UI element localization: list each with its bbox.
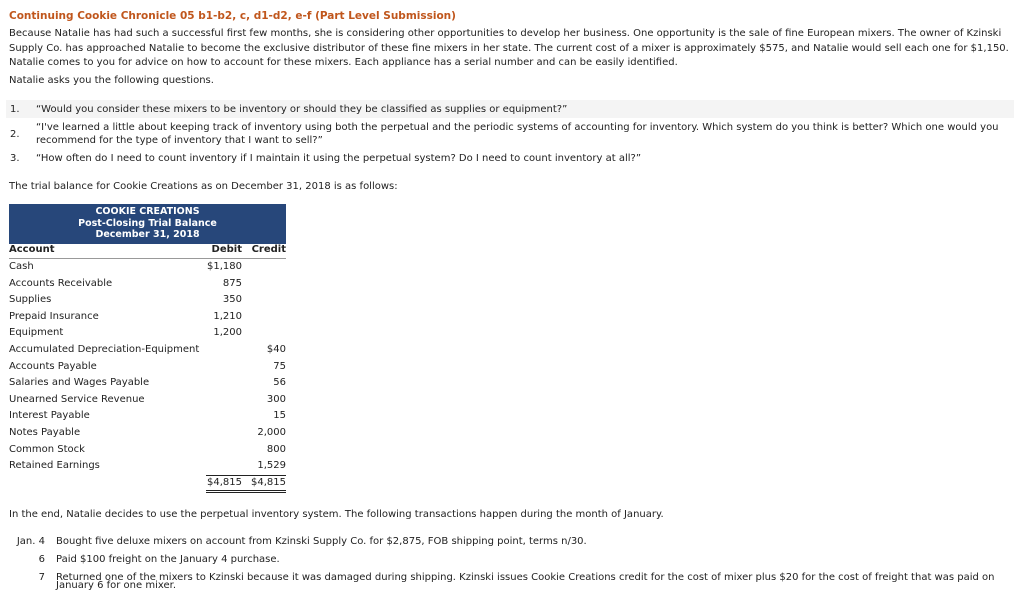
- account-name: Accounts Receivable: [9, 277, 113, 289]
- credit-amount: $40: [266, 343, 286, 355]
- transaction-date: 7: [38, 572, 45, 583]
- credit-amount: 75: [273, 360, 286, 372]
- company-name: COOKIE CREATIONS: [95, 206, 200, 217]
- trial-balance-row: [9, 425, 286, 442]
- credit-amount: 800: [266, 443, 286, 455]
- trial-balance-row: [9, 359, 286, 376]
- question-text: “I've learned a little about keeping track of inventory using both the perpetual and the periodic systems of accounting for inventory. Which system do you think is better? Which one would you recommend for the type of inventory that I want to sell?”: [36, 122, 999, 146]
- transaction-text: Bought five deluxe mixers on account from Kzinski Supply Co. for $2,875, FOB shipping point, terms n/30.: [56, 536, 587, 547]
- credit-amount: 15: [273, 410, 286, 422]
- account-name: Unearned Service Revenue: [9, 393, 145, 405]
- account-name: Cash: [9, 261, 34, 272]
- credit-amount: 1,529: [257, 460, 286, 472]
- trial-balance-row: [9, 325, 286, 342]
- account-name: Common Stock: [9, 443, 85, 455]
- trial-balance-row: [9, 375, 286, 392]
- trial-balance-row: [9, 392, 286, 409]
- trial-balance-row: [9, 408, 286, 425]
- account-name: Accounts Payable: [9, 360, 97, 372]
- debit-amount: 1,200: [213, 327, 242, 339]
- question-number: 2.: [10, 129, 20, 140]
- question-text: “How often do I need to count inventory if I maintain it using the perpetual system? Do I need to count inventory at all?”: [36, 153, 642, 164]
- trial-balance-header: [9, 204, 286, 244]
- trial-balance-row: [9, 342, 286, 359]
- credit-amount: 56: [273, 377, 286, 389]
- cutoff-line: [56, 580, 176, 594]
- debit-amount: 875: [222, 277, 242, 289]
- transaction-row: [9, 554, 1017, 568]
- question-item: [6, 151, 1014, 165]
- transaction-text: Returned one of the mixers to Kzinski because it was damaged during shipping. Kzinski issues Cookie Creations credit for the cost of mixer plus $20 for the cost of freight that was paid on: [56, 572, 995, 583]
- trial-balance-row: [9, 458, 286, 475]
- account-name: Supplies: [9, 294, 52, 306]
- account-name: Accumulated Depreciation-Equipment: [9, 343, 200, 355]
- trial-balance-intro: The trial balance for Cookie Creations as on December 31, 2018 is as follows:: [9, 181, 398, 192]
- credit-amount: 300: [266, 393, 286, 405]
- transaction-row: [9, 536, 1017, 550]
- question-text: “Would you consider these mixers to be inventory or should they be classified as supplies or equipment?”: [36, 104, 568, 115]
- statement-name: Post-Closing Trial Balance: [78, 217, 217, 229]
- transaction-date: Jan. 4: [16, 536, 45, 547]
- debit-amount: $1,180: [207, 261, 242, 272]
- debit-column-header: Debit: [211, 244, 242, 255]
- account-name: Notes Payable: [9, 426, 81, 438]
- transaction-date: 6: [38, 554, 45, 565]
- trial-balance-row: [9, 276, 286, 293]
- question-number: 1.: [10, 104, 20, 115]
- transactions-intro: In the end, Natalie decides to use the perpetual inventory system. The following transactions happen during the month of January.: [9, 509, 664, 520]
- question-number: 3.: [10, 153, 20, 164]
- credit-amount: 2,000: [257, 426, 286, 438]
- statement-date: December 31, 2018: [95, 229, 200, 240]
- account-name: Equipment: [9, 327, 64, 339]
- account-name: Interest Payable: [9, 410, 90, 422]
- trial-balance-row: [9, 442, 286, 459]
- trial-balance-rows: [9, 259, 286, 475]
- trial-balance-row: [9, 309, 286, 326]
- account-name: Salaries and Wages Payable: [9, 377, 150, 389]
- total-debit: $4,815: [207, 477, 242, 488]
- cutoff-text: January 6 for one mixer.: [56, 580, 176, 591]
- account-column-header: Account: [9, 244, 55, 255]
- questions-lead: Natalie asks you the following questions.: [9, 75, 214, 86]
- account-name: Retained Earnings: [9, 460, 100, 472]
- page-title: Continuing Cookie Chronicle 05 b1-b2, c, d1-d2, e-f (Part Level Submission): [9, 10, 456, 22]
- account-name: Prepaid Insurance: [9, 310, 99, 322]
- debit-amount: 350: [222, 294, 242, 306]
- question-item: [6, 100, 1014, 118]
- intro-paragraph: Because Natalie has had such a successful first few months, she is considering other opportunities to develop her business. One opportunity is the sale of fine European mixers. The owner of Kzinski Supply Co. has approached Natalie to become the exclusive distributor of these fine mixers in her state. The current cost of a mixer is approximately $575, and Natalie would sell each one for $1,150. Natalie comes to you for advice on how to account for these mixers. Each appliance has a serial number and can be easily identified.: [9, 28, 1009, 68]
- trial-balance-column-headers: [9, 244, 286, 259]
- transaction-text: Paid $100 freight on the January 4 purchase.: [56, 554, 280, 565]
- credit-column-header: Credit: [251, 244, 286, 255]
- total-credit: $4,815: [251, 477, 286, 488]
- trial-balance-row: [9, 292, 286, 309]
- question-item: [6, 120, 1014, 148]
- debit-amount: 1,210: [213, 310, 242, 322]
- trial-balance-row: [9, 259, 286, 276]
